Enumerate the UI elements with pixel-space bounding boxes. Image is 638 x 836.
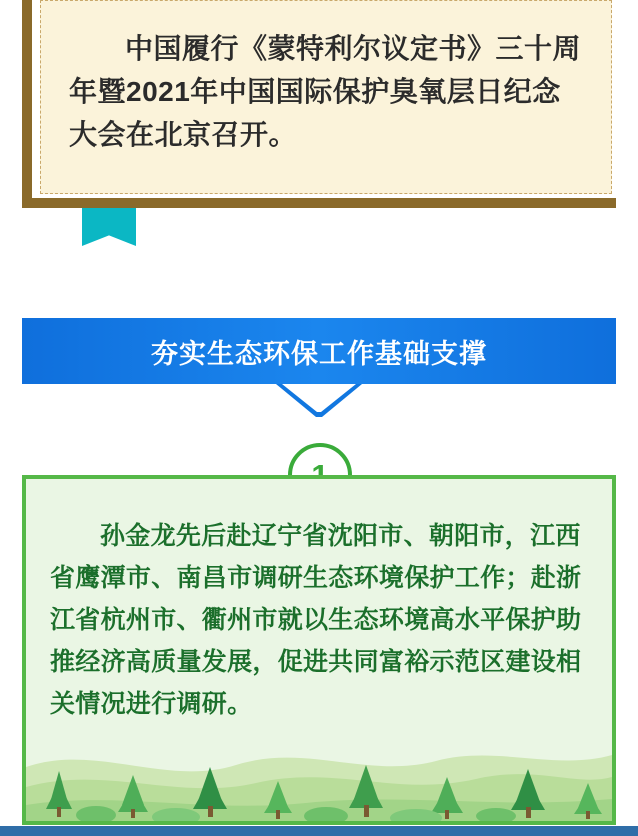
section-banner: [22, 318, 616, 384]
announcement-card-body: [40, 0, 612, 194]
landscape-illustration: [26, 709, 612, 821]
content-card-text: 孙金龙先后赴辽宁省沈阳市、朝阳市，江西省鹰潭市、南昌市调研生态环境保护工作；赴浙江省杭州市、衢州市就以生态环境高水平保护助推经济高质量发展，促进共同富裕示范区建设相关情况进行调研。: [50, 522, 582, 718]
page-footer-bar: [0, 826, 638, 836]
content-card: [22, 475, 616, 825]
ribbon-bookmark-icon: [82, 208, 136, 246]
section-banner-title: 夯实生态环保工作基础支撑: [151, 338, 487, 369]
announcement-text: 中国履行《蒙特利尔议定书》三十周年暨2021年中国国际保护臭氧层日纪念大会在北京召开。: [69, 33, 582, 150]
banner-arrow-icon: [276, 384, 362, 420]
announcement-card: [22, 0, 616, 212]
